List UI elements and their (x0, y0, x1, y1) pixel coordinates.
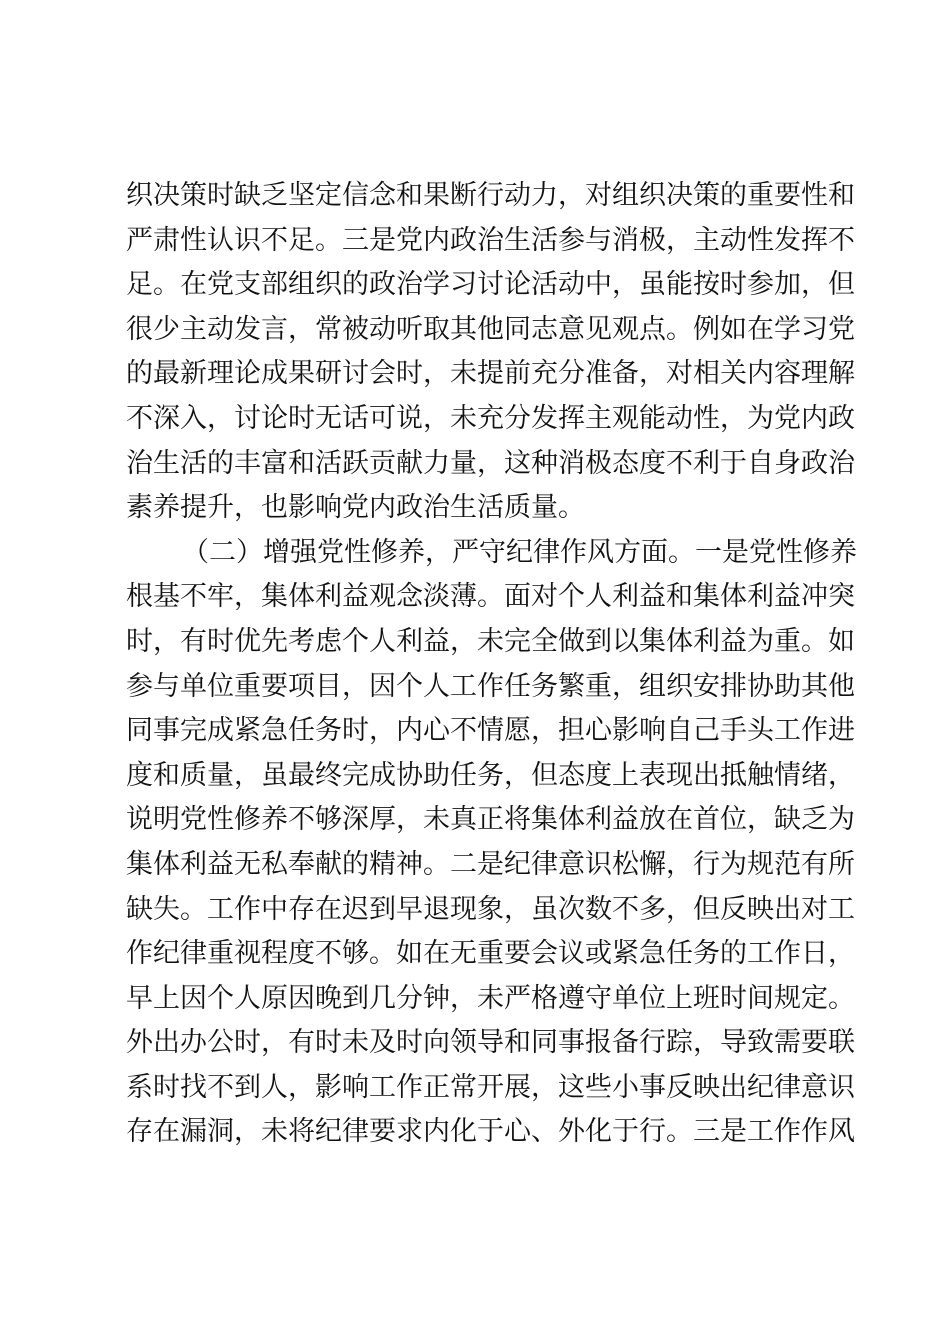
text-line: 作纪律重视程度不够。如在无重要会议或紧急任务的工作日， (126, 938, 855, 970)
text-line: 根基不牢，集体利益观念淡薄。面对个人利益和集体利益冲突 (126, 581, 855, 613)
text-line: 说明党性修养不够深厚，未真正将集体利益放在首位，缺乏为 (126, 804, 855, 836)
text-line: 足。在党支部组织的政治学习讨论活动中，虽能按时参加，但 (126, 269, 855, 301)
text-line: 严肃性认识不足。三是党内政治生活参与消极，主动性发挥不 (126, 224, 855, 256)
text-line: 不深入，讨论时无话可说，未充分发挥主观能动性，为党内政 (126, 402, 855, 434)
text-line: 同事完成紧急任务时，内心不情愿，担心影响自己手头工作进 (126, 715, 855, 747)
text-line: 集体利益无私奉献的精神。二是纪律意识松懈，行为规范有所 (126, 848, 855, 880)
text-line: 外出办公时，有时未及时向领导和同事报备行踪，导致需要联 (126, 1027, 855, 1059)
text-line: 的最新理论成果研讨会时，未提前充分准备，对相关内容理解 (126, 358, 855, 390)
text-line: 素养提升，也影响党内政治生活质量。 (126, 492, 585, 524)
text-line: 很少主动发言，常被动听取其他同志意见观点。例如在学习党 (126, 313, 855, 345)
text-line: 治生活的丰富和活跃贡献力量，这种消极态度不利于自身政治 (126, 447, 855, 479)
text-line: 早上因个人原因晚到几分钟，未严格遵守单位上班时间规定。 (126, 982, 855, 1014)
body-text (126, 174, 857, 1155)
text-line: 存在漏洞，未将纪律要求内化于心、外化于行。三是工作作风 (126, 1116, 855, 1148)
text-line: 参与单位重要项目，因个人工作任务繁重，组织安排协助其他 (126, 670, 855, 702)
text-line: 织决策时缺乏坚定信念和果断行动力，对组织决策的重要性和 (126, 180, 855, 211)
text-line: 缺失。工作中存在迟到早退现象，虽次数不多，但反映出对工 (126, 893, 855, 925)
section-heading-line: （二）增强党性修养，严守纪律作风方面。一是党性修养 (182, 536, 857, 568)
text-line: 度和质量，虽最终完成协助任务，但态度上表现出抵触情绪， (126, 759, 855, 791)
text-line: 时，有时优先考虑个人利益，未完全做到以集体利益为重。如 (126, 625, 855, 657)
text-line: 系时找不到人，影响工作正常开展，这些小事反映出纪律意识 (126, 1071, 855, 1103)
